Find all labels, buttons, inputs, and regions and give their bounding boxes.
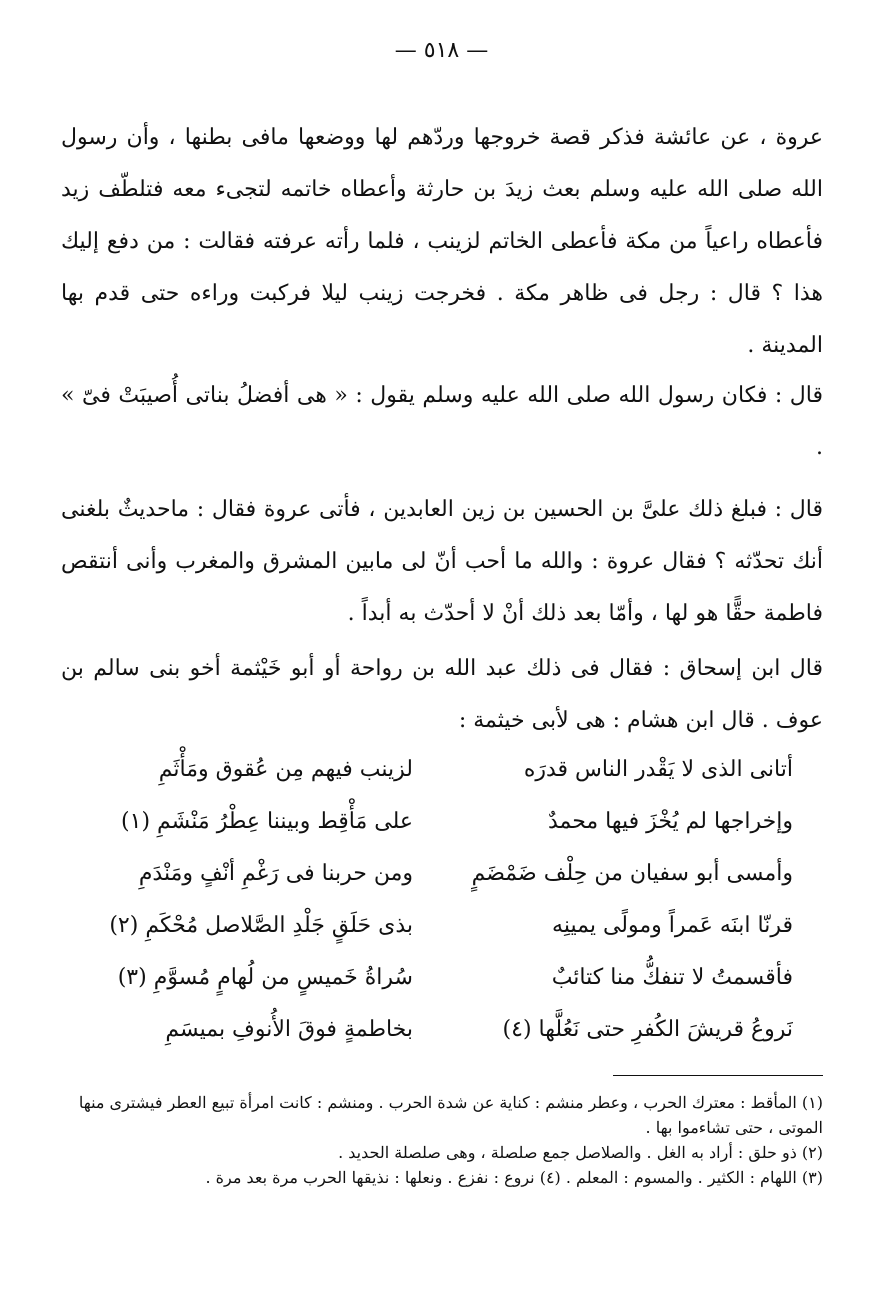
poem-verse — [73, 796, 793, 848]
verse-second-hemistich: ومن حربنا فى رَغْمِ أنْفٍ ومَنْدَمِ — [138, 861, 413, 886]
poem-verse — [73, 848, 793, 900]
verse-first-hemistich: نَروعُ قريشَ الكُفرِ حتى نَعُلَّها (٤) — [502, 1017, 793, 1042]
verse-first-hemistich: وإخراجها لم يُخْزَ فيها محمدٌ — [547, 809, 793, 834]
footnote-divider — [613, 1075, 823, 1076]
verse-second-hemistich: لزينب فيهم مِن عُقوق ومَأْثَمِ — [158, 757, 413, 782]
verse-first-hemistich: فأقسمتُ لا تنفكُّ منا كتائبٌ — [551, 965, 793, 990]
paragraph-text: عروة ، عن عائشة فذكر قصة خروجها وردّهم لها ووضعها مافى بطنها ، وأن رسول الله صلى الله عليه وسلم بعث زيدَ بن حارثة وأعطاه خاتمه لتجىء معه فتلطّف زيد فأعطاه راعياً من مكة فأعطى الخاتم لزينب ، فلما رأته عرفته فقالت : من دفع إليك هذا ؟ قال : رجل فى ظاهر مكة . فخرجت زينب ليلا فركبت وراءه حتى قدم بها المدينة . — [61, 125, 823, 358]
paragraph-2 — [61, 370, 823, 474]
verse-second-hemistich: بخاطمةٍ فوقَ الأُنوفِ بميسَمِ — [165, 1017, 413, 1042]
verse-first-hemistich: قرنّا ابنَه عَمراً ومولًى يمينِه — [552, 913, 793, 938]
verse-first-hemistich: أتانى الذى لا يَقْدر الناس قدرَه — [523, 757, 793, 782]
poem-verse — [73, 1004, 793, 1056]
paragraph-4 — [61, 643, 823, 747]
verse-first-hemistich: وأمسى أبو سفيان من حِلْف ضَمْضَمٍ — [471, 861, 793, 886]
poem-verse — [73, 900, 793, 952]
paragraph-1 — [61, 112, 823, 372]
paragraph-text: قال : فكان رسول الله صلى الله عليه وسلم يقول : « هى أفضلُ بناتى أُصيبَتْ فىّ » . — [61, 383, 823, 460]
page-number: — ٥١٨ — — [394, 38, 489, 63]
footnote: (٢) ذو حلق : أراد به الغل . والصلاصل جمع صلصلة ، وهى صلصلة الحديد . — [338, 1143, 823, 1162]
verse-second-hemistich: بذى حَلَقٍ جَلْدِ الصَّلاصل مُحْكَمِ (٢) — [109, 913, 413, 938]
poem-verse — [73, 744, 793, 796]
poem-verse — [73, 952, 793, 1004]
footnotes — [61, 1090, 823, 1190]
paragraph-text: قال ابن إسحاق : فقال فى ذلك عبد الله بن رواحة أو أبو خَيْثمة أخو بنى سالم بن عوف . قال ابن هشام : هى لأبى خيثمة : — [61, 656, 823, 733]
poem — [73, 744, 793, 1056]
verse-second-hemistich: على مَأْقِط وبيننا عِطْرُ مَنْشَمِ (١) — [121, 809, 413, 834]
paragraph-3 — [61, 484, 823, 640]
paragraph-text: قال : فبلغ ذلك علىَّ بن الحسين بن زين العابدين ، فأتى عروة فقال : ماحديثٌ بلغنى أنك تحدّثه ؟ فقال عروة : والله ما أحب أنّ لى مابين المشرق والمغرب وأنى أنتقص فاطمة حقًّا هو لها ، وأمّا بعد ذلك أنْ لا أحدّث به أبداً . — [61, 497, 823, 626]
footnote: (٣) اللهام : الكثير . والمسوم : المعلم . (٤) نروع : نفزع . ونعلها : نذيقها الحرب مرة بعد مرة . — [205, 1168, 823, 1187]
verse-second-hemistich: سُراةُ خَميسٍ من لُهامٍ مُسوَّمِ (٣) — [117, 965, 413, 990]
footnote: (١) المأقط : معترك الحرب ، وعطر منشم : كناية عن شدة الحرب . ومنشم : كانت امرأة تبيع العطر فيشترى منها الموتى ، حتى تشاءموا بها . — [78, 1093, 823, 1137]
